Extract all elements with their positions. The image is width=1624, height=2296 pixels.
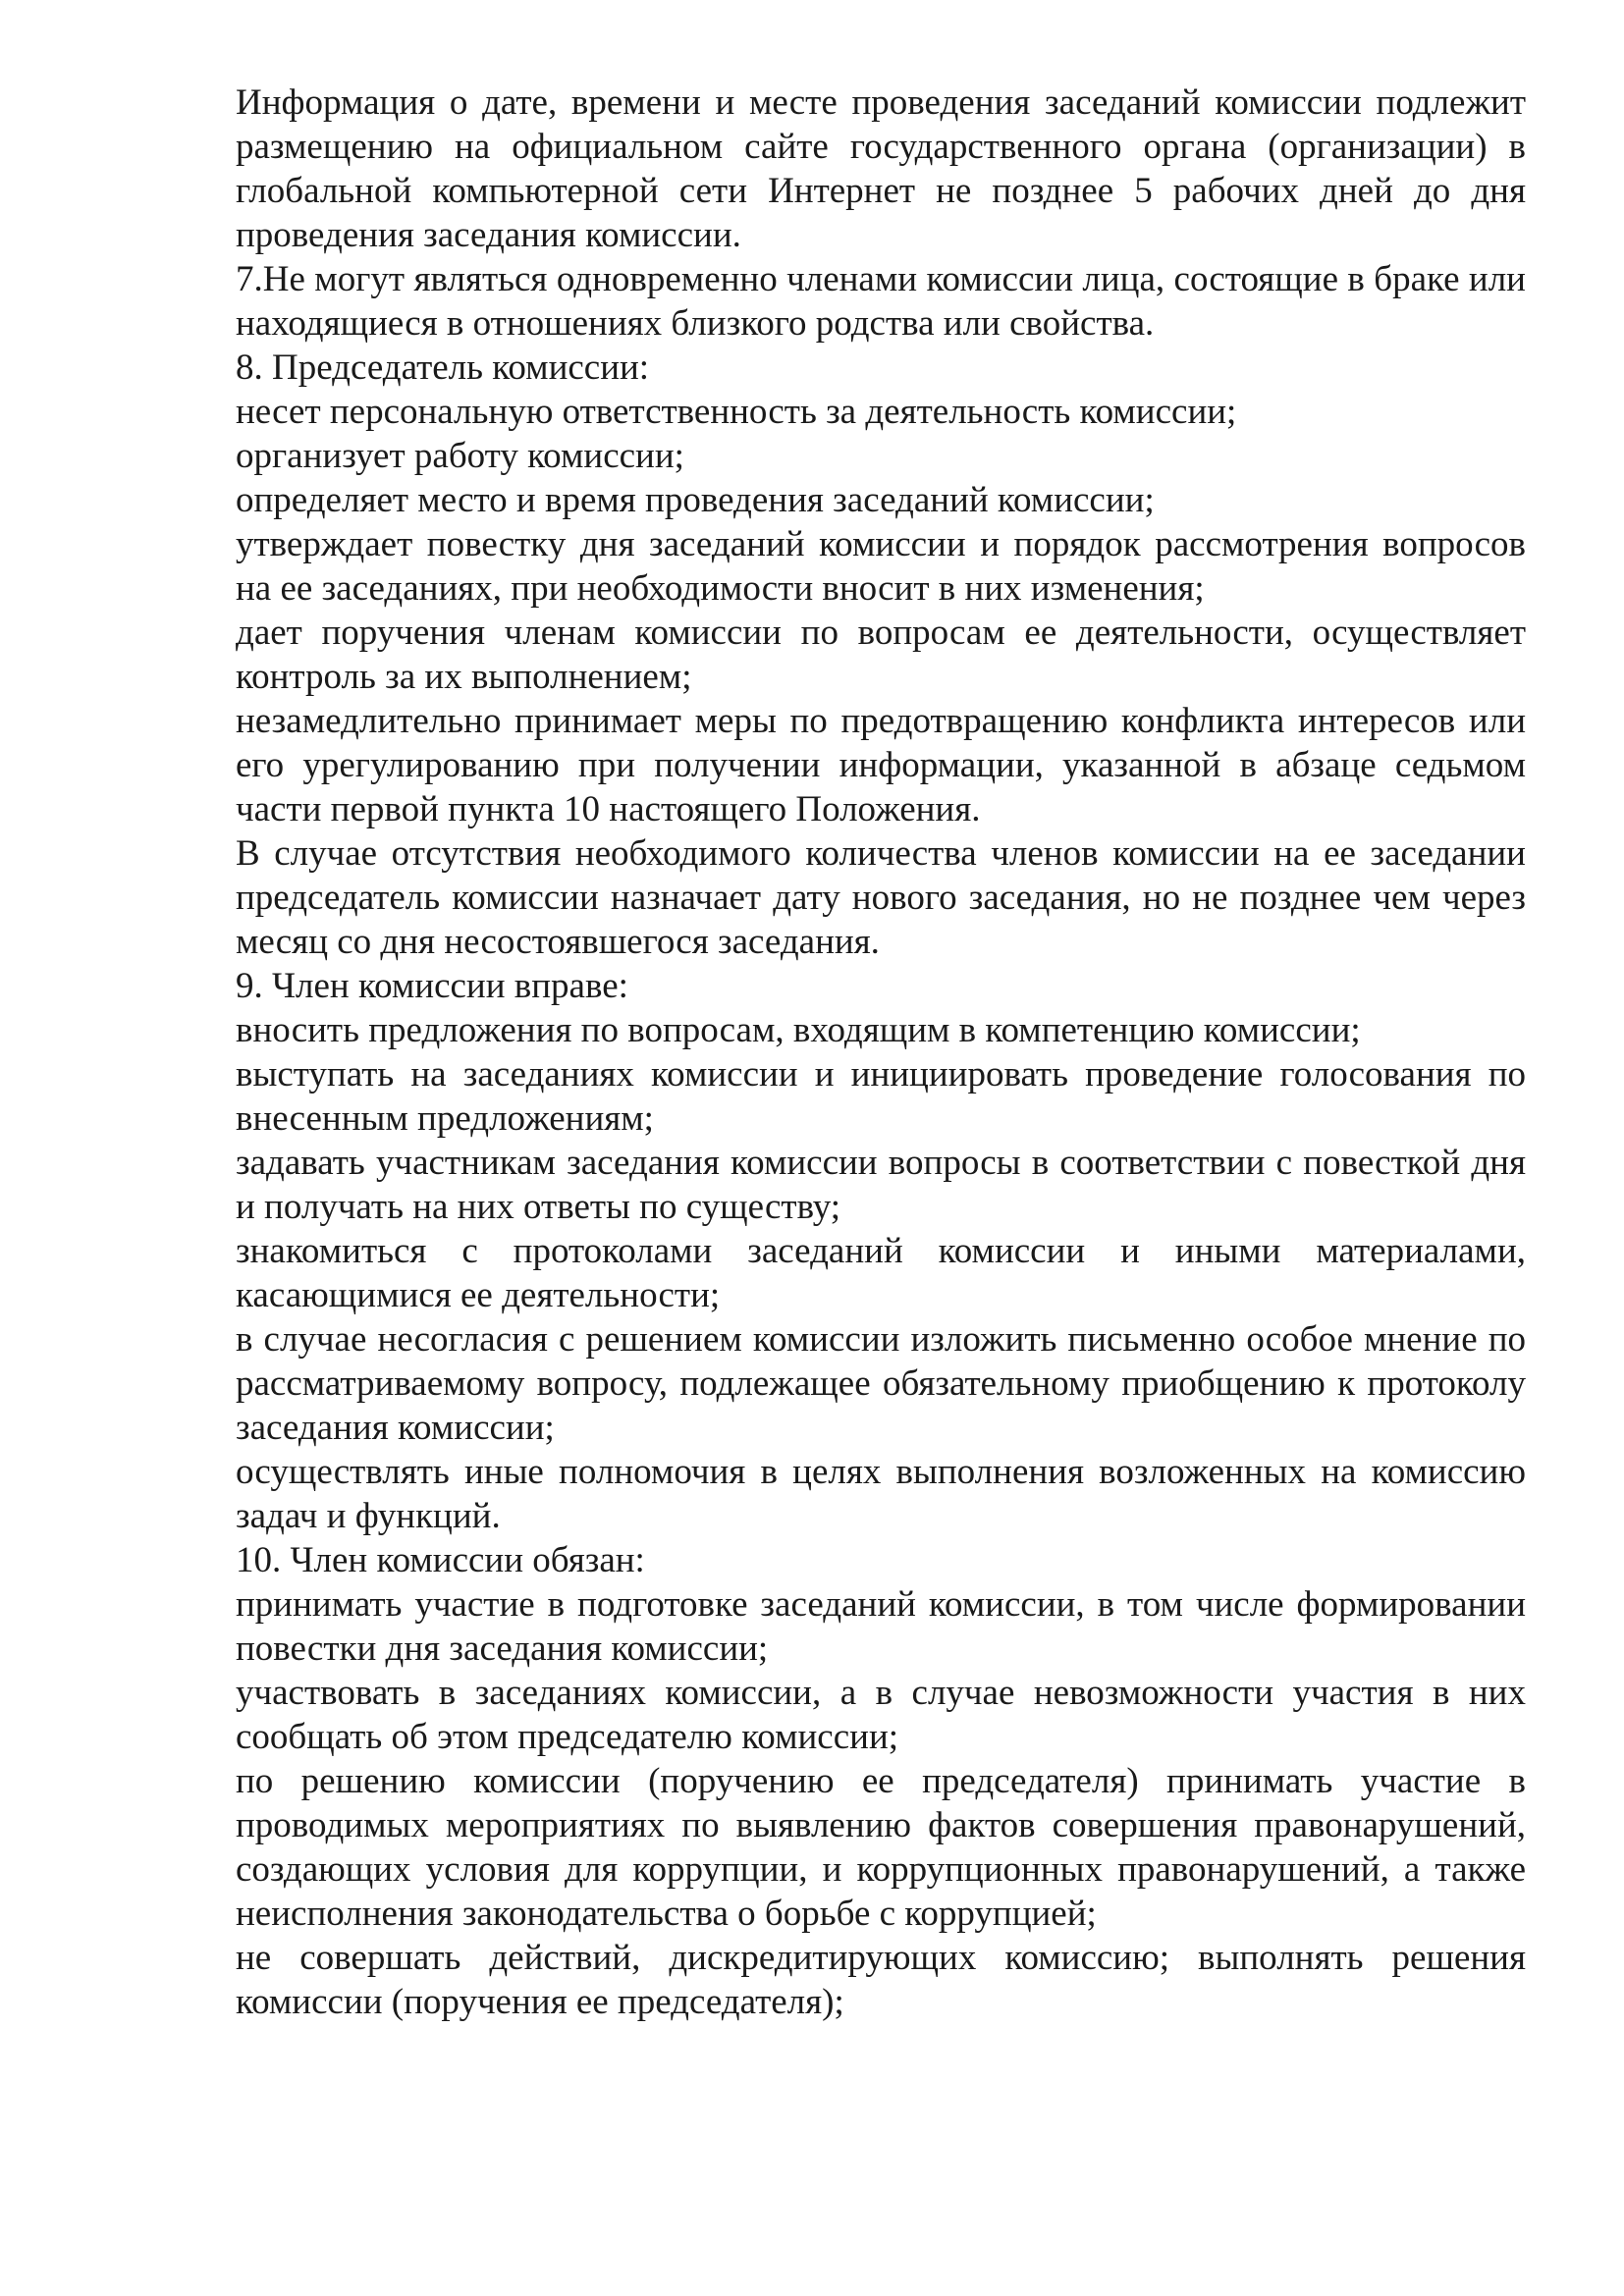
document-page <box>236 80 1526 2024</box>
list-item-rights-other: осуществлять иные полномочия в целях выполнения возложенных на комиссию задач и функций. <box>236 1452 1526 1536</box>
heading-item-9-member-rights: 9. Член комиссии вправе: <box>236 966 628 1006</box>
list-item-rights-proposals: вносить предложения по вопросам, входящим в компетенцию комиссии; <box>236 1010 1361 1050</box>
list-item-duties-preparation: принимать участие в подготовке заседаний комиссии, в том числе формировании повестки дня заседания комиссии; <box>236 1584 1526 1669</box>
heading-item-10-member-duties: 10. Член комиссии обязан: <box>236 1540 645 1580</box>
list-item-rights-questions: задавать участникам заседания комиссии вопросы в соответствии с повесткой дня и получать на них ответы по существу; <box>236 1143 1526 1227</box>
list-item-chairman-responsibility: несет персональную ответственность за деятельность комиссии; <box>236 392 1237 432</box>
paragraph-quorum: В случае отсутствия необходимого количества членов комиссии на ее заседании председатель комиссии назначает дату нового заседания, но не позднее чем через месяц со дня несостоявшегося заседания. <box>236 833 1526 962</box>
list-item-chairman-organizes: организует работу комиссии; <box>236 436 684 476</box>
list-item-rights-dissent: в случае несогласия с решением комиссии изложить письменно особое мнение по рассматриваемому вопросу, подлежащее обязательному приобщению к протоколу заседания комиссии; <box>236 1319 1526 1448</box>
heading-item-8-chairman: 8. Председатель комиссии: <box>236 347 650 388</box>
list-item-chairman-agenda: утверждает повестку дня заседаний комиссии и порядок рассмотрения вопросов на ее заседаниях, при необходимости вносит в них изменения; <box>236 524 1526 609</box>
paragraph-item-7: 7.Не могут являться одновременно членами комиссии лица, состоящие в браке или находящиеся в отношениях близкого родства или свойства. <box>236 259 1526 344</box>
list-item-duties-conduct: не совершать действий, дискредитирующих комиссию; выполнять решения комиссии (поручения ее председателя); <box>236 1938 1526 2022</box>
list-item-duties-events: по решению комиссии (поручению ее председателя) принимать участие в проводимых мероприятиях по выявлению фактов совершения правонарушений, создающих условия для коррупции, и коррупционных правонарушений, а также неисполнения законодательства о борьбе с коррупцией; <box>236 1761 1526 1934</box>
list-item-chairman-place-time: определяет место и время проведения заседаний комиссии; <box>236 480 1155 520</box>
list-item-duties-attend: участвовать в заседаниях комиссии, а в случае невозможности участия в них сообщать об этом председателю комиссии; <box>236 1673 1526 1757</box>
list-item-chairman-instructions: дает поручения членам комиссии по вопросам ее деятельности, осуществляет контроль за их выполнением; <box>236 613 1526 697</box>
list-item-rights-speak: выступать на заседаниях комиссии и инициировать проведение голосования по внесенным предложениям; <box>236 1054 1526 1139</box>
paragraph-publication-info: Информация о дате, времени и месте проведения заседаний комиссии подлежит размещению на официальном сайте государственного органа (организации) в глобальной компьютерной сети Интернет не позднее 5 рабочих дней до дня проведения заседания комиссии. <box>236 82 1526 255</box>
list-item-chairman-conflict: незамедлительно принимает меры по предотвращению конфликта интересов или его урегулированию при получении информации, указанной в абзаце седьмом части первой пункта 10 настоящего Положения. <box>236 701 1526 829</box>
list-item-rights-protocols: знакомиться с протоколами заседаний комиссии и иными материалами, касающимися ее деятельности; <box>236 1231 1526 1315</box>
